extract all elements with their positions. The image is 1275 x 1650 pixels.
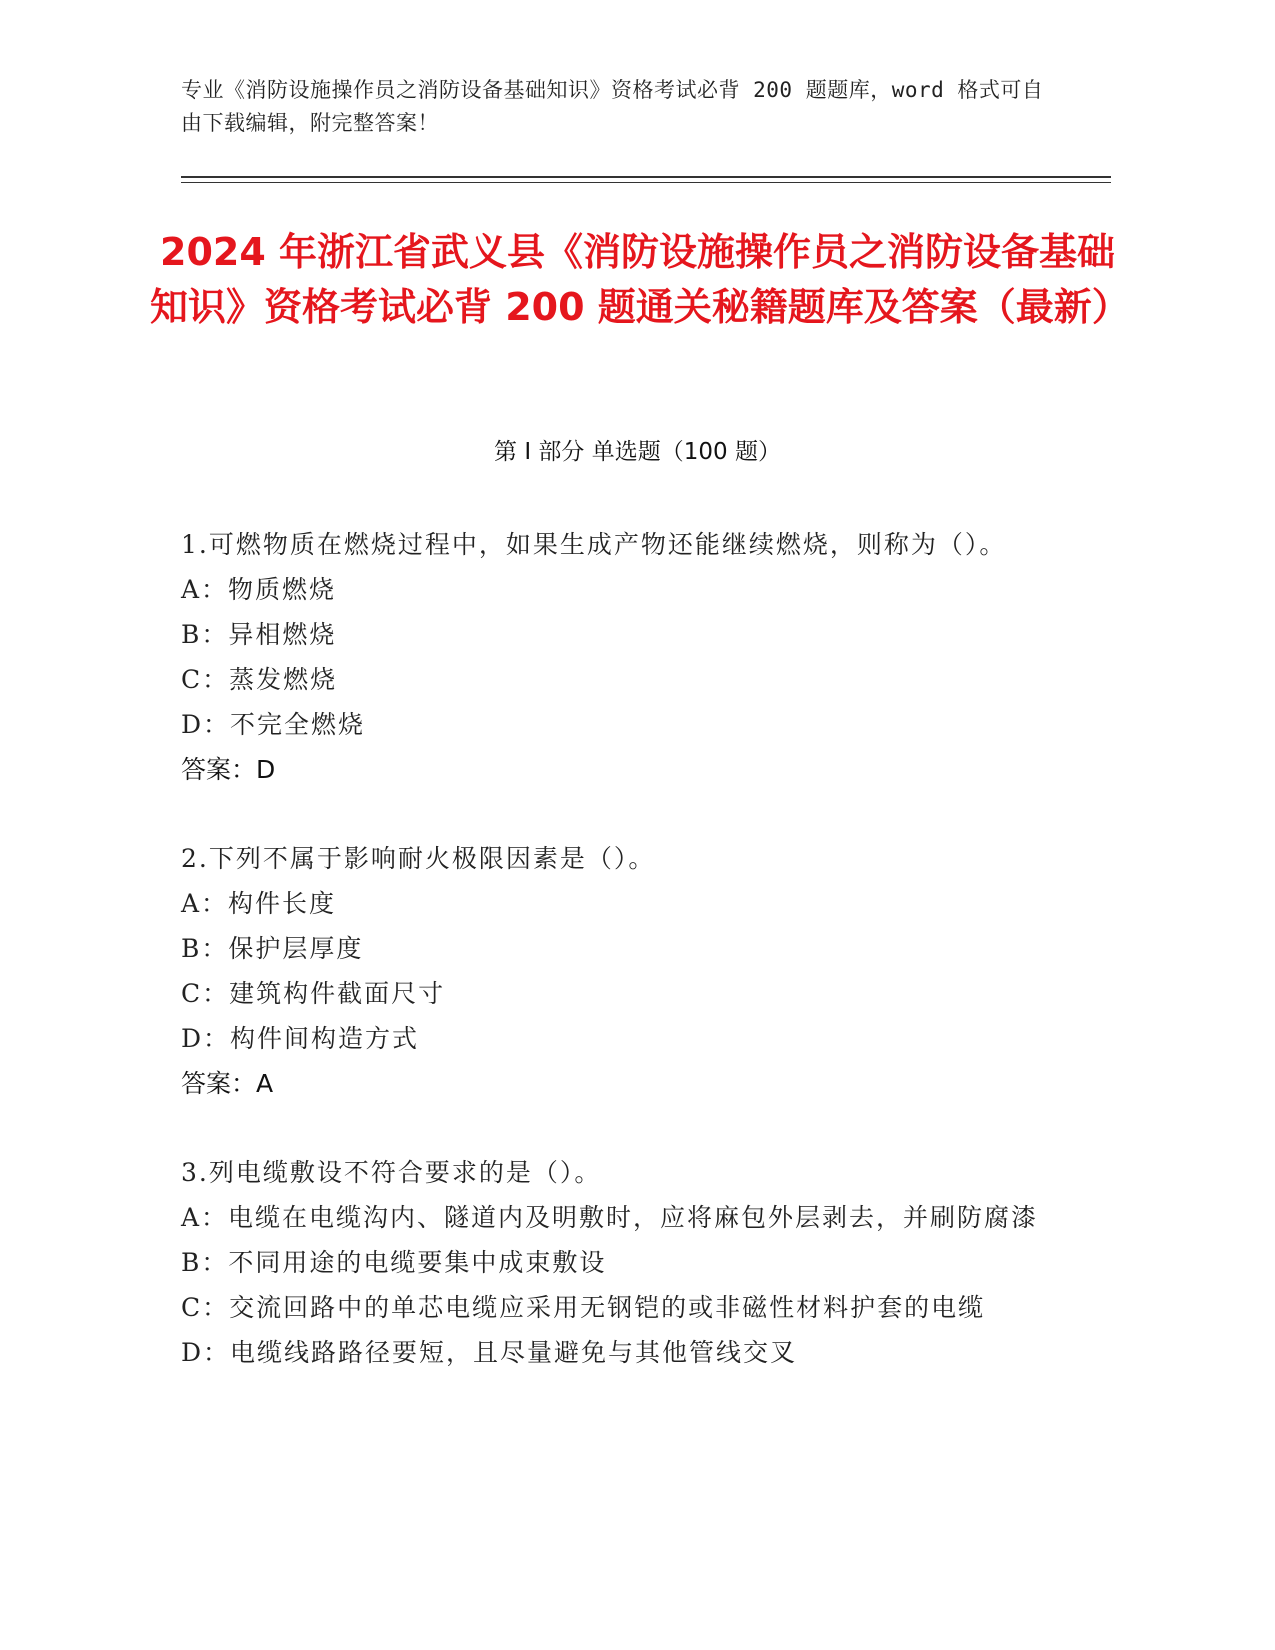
header-divider-thick [181, 176, 1111, 178]
answer-line: 答案：A [181, 1069, 274, 1098]
option-a: A：构件长度 [181, 889, 337, 918]
document-title: 2024 年浙江省武义县《消防设施操作员之消防设备基础知识》资格考试必背 200 题通关秘籍题库及答案（最新） [150, 230, 1130, 329]
question-item-3 [181, 1150, 1061, 1375]
answer-line: 答案：D [181, 755, 276, 784]
question-item-2 [181, 836, 1061, 1106]
option-b: B：保护层厚度 [181, 934, 364, 963]
option-c: C：建筑构件截面尺寸 [181, 979, 446, 1008]
option-d: D：构件间构造方式 [181, 1024, 420, 1053]
option-b: B：不同用途的电缆要集中成束敷设 [181, 1248, 607, 1277]
header-divider-thin [181, 182, 1111, 183]
section-title: 第 I 部分 单选题（100 题） [494, 439, 781, 465]
question-list [181, 522, 1061, 1419]
option-d: D：电缆线路路径要短，且尽量避免与其他管线交叉 [181, 1338, 798, 1367]
option-b: B：异相燃烧 [181, 620, 337, 649]
question-text: 1.可燃物质在燃烧过程中，如果生成产物还能继续燃烧，则称为（）。 [181, 530, 1007, 559]
option-d: D：不完全燃烧 [181, 710, 366, 739]
question-text: 3.列电缆敷设不符合要求的是（）。 [181, 1158, 602, 1187]
question-item-1 [181, 522, 1061, 792]
option-c: C：交流回路中的单芯电缆应采用无钢铠的或非磁性材料护套的电缆 [181, 1293, 986, 1322]
header-note: 专业《消防设施操作员之消防设备基础知识》资格考试必背 200 题题库，word 格式可自由下载编辑，附完整答案！ [181, 78, 1044, 135]
question-text: 2.下列不属于影响耐火极限因素是（）。 [181, 844, 656, 873]
option-a: A：电缆在电缆沟内、隧道内及明敷时，应将麻包外层剥去，并刷防腐漆 [181, 1203, 1039, 1232]
option-c: C：蒸发燃烧 [181, 665, 338, 694]
option-a: A：物质燃烧 [181, 575, 337, 604]
